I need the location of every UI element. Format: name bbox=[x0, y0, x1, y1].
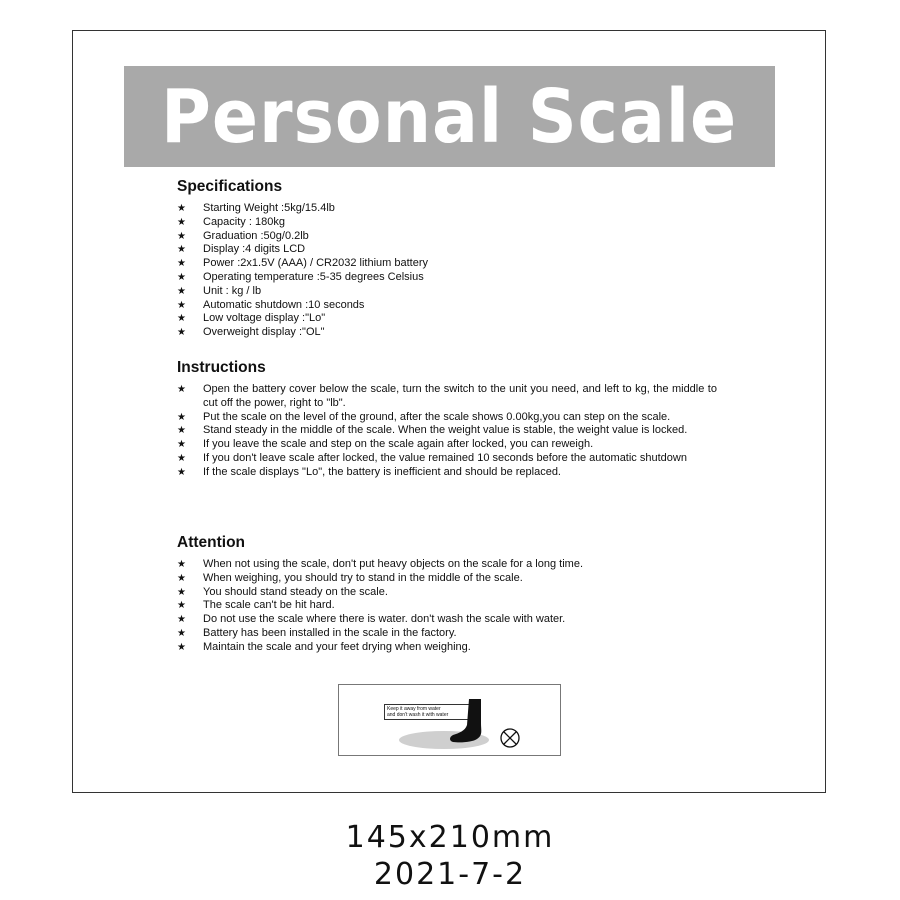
star-bullet-icon: ★ bbox=[177, 627, 186, 639]
water-warning-line-2: and don't wash it with water bbox=[387, 712, 449, 718]
star-bullet-icon: ★ bbox=[177, 285, 186, 297]
star-bullet-icon: ★ bbox=[177, 411, 186, 423]
list-item bbox=[177, 257, 717, 271]
list-item bbox=[177, 216, 717, 230]
list-item-text: The scale can't be hit hard. bbox=[203, 599, 335, 612]
list-item-text: Starting Weight :5kg/15.4lb bbox=[203, 202, 335, 214]
star-bullet-icon: ★ bbox=[177, 384, 186, 395]
list-item bbox=[177, 202, 717, 216]
star-bullet-icon: ★ bbox=[177, 271, 186, 283]
page-title: Personal Scale bbox=[161, 73, 738, 160]
list-item bbox=[177, 285, 717, 299]
specifications-heading: Specifications bbox=[177, 178, 283, 195]
instructions-list bbox=[177, 383, 717, 480]
list-item bbox=[177, 271, 717, 285]
list-item-text: Do not use the scale where there is water. don't wash the scale with water. bbox=[203, 613, 566, 626]
list-item bbox=[177, 466, 717, 480]
water-warning-line-1: Keep it away from water bbox=[387, 706, 441, 712]
list-item bbox=[177, 558, 717, 572]
list-item-text: Open the battery cover below the scale, turn the switch to the unit you need, and left to kg, the middle to cut off the power, right to "lb". bbox=[203, 383, 717, 409]
list-item-text: Put the scale on the level of the ground, after the scale shows 0.00kg,you can step on the scale. bbox=[203, 410, 671, 423]
instructions-section bbox=[177, 359, 717, 480]
list-item bbox=[177, 326, 717, 340]
list-item bbox=[177, 424, 717, 438]
list-item-text: Graduation :50g/0.2lb bbox=[203, 229, 309, 242]
star-bullet-icon: ★ bbox=[177, 244, 186, 256]
list-item bbox=[177, 627, 717, 641]
list-item-text: If you don't leave scale after locked, the value remained 10 seconds before the automatic shutdown bbox=[203, 451, 687, 464]
list-item-text: When not using the scale, don't put heavy objects on the scale for a long time. bbox=[203, 558, 583, 570]
list-item bbox=[177, 383, 717, 411]
list-item-text: Battery has been installed in the scale in the factory. bbox=[203, 626, 457, 639]
list-item bbox=[177, 299, 717, 313]
list-item bbox=[177, 230, 717, 244]
list-item-text: Capacity : 180kg bbox=[203, 215, 285, 228]
star-bullet-icon: ★ bbox=[177, 586, 186, 598]
specifications-section bbox=[177, 178, 717, 340]
star-bullet-icon: ★ bbox=[177, 425, 186, 437]
list-item-text: You should stand steady on the scale. bbox=[203, 585, 388, 598]
list-item-text: Display :4 digits LCD bbox=[203, 243, 306, 256]
foot-icon bbox=[447, 697, 497, 745]
star-bullet-icon: ★ bbox=[177, 559, 186, 570]
instructions-heading: Instructions bbox=[177, 359, 266, 376]
list-item-text: Power :2x1.5V (AAA) / CR2032 lithium battery bbox=[203, 257, 428, 270]
star-bullet-icon: ★ bbox=[177, 614, 186, 626]
list-item bbox=[177, 243, 717, 257]
list-item-text: Maintain the scale and your feet drying when weighing. bbox=[203, 640, 471, 653]
list-item-text: Automatic shutdown :10 seconds bbox=[203, 298, 365, 311]
list-item-text: If you leave the scale and step on the scale again after locked, you can reweigh. bbox=[203, 438, 594, 451]
star-bullet-icon: ★ bbox=[177, 641, 186, 653]
specifications-list bbox=[177, 202, 717, 340]
date-label: 2021-7-2 bbox=[373, 857, 527, 892]
title-banner bbox=[124, 66, 775, 167]
star-bullet-icon: ★ bbox=[177, 230, 186, 242]
list-item bbox=[177, 599, 717, 613]
star-bullet-icon: ★ bbox=[177, 258, 186, 270]
no-water-icon bbox=[499, 727, 521, 749]
list-item bbox=[177, 586, 717, 600]
list-item bbox=[177, 613, 717, 627]
list-item-text: If the scale displays "Lo", the battery is inefficient and should be replaced. bbox=[203, 465, 561, 478]
list-item-text: Unit : kg / lb bbox=[203, 284, 262, 297]
attention-list bbox=[177, 558, 717, 655]
star-bullet-icon: ★ bbox=[177, 439, 186, 451]
dimensions-label: 145x210mm bbox=[345, 820, 555, 855]
list-item-text: Overweight display :"OL" bbox=[203, 326, 325, 339]
star-bullet-icon: ★ bbox=[177, 216, 186, 228]
list-item bbox=[177, 452, 717, 466]
star-bullet-icon: ★ bbox=[177, 572, 186, 584]
list-item bbox=[177, 572, 717, 586]
list-item bbox=[177, 641, 717, 655]
list-item bbox=[177, 438, 717, 452]
list-item-text: When weighing, you should try to stand in the middle of the scale. bbox=[203, 571, 523, 584]
star-bullet-icon: ★ bbox=[177, 313, 186, 325]
star-bullet-icon: ★ bbox=[177, 452, 186, 464]
water-warning-graphic bbox=[338, 684, 561, 756]
attention-section bbox=[177, 534, 717, 655]
star-bullet-icon: ★ bbox=[177, 327, 186, 339]
attention-heading: Attention bbox=[177, 534, 246, 551]
list-item-text: Operating temperature :5-35 degrees Celsius bbox=[203, 270, 424, 283]
star-bullet-icon: ★ bbox=[177, 466, 186, 478]
star-bullet-icon: ★ bbox=[177, 299, 186, 311]
list-item bbox=[177, 312, 717, 326]
star-bullet-icon: ★ bbox=[177, 600, 186, 612]
list-item bbox=[177, 411, 717, 425]
list-item-text: Stand steady in the middle of the scale. When the weight value is stable, the weight value is locked. bbox=[203, 424, 688, 437]
list-item-text: Low voltage display :"Lo" bbox=[203, 312, 326, 325]
star-bullet-icon: ★ bbox=[177, 203, 186, 214]
